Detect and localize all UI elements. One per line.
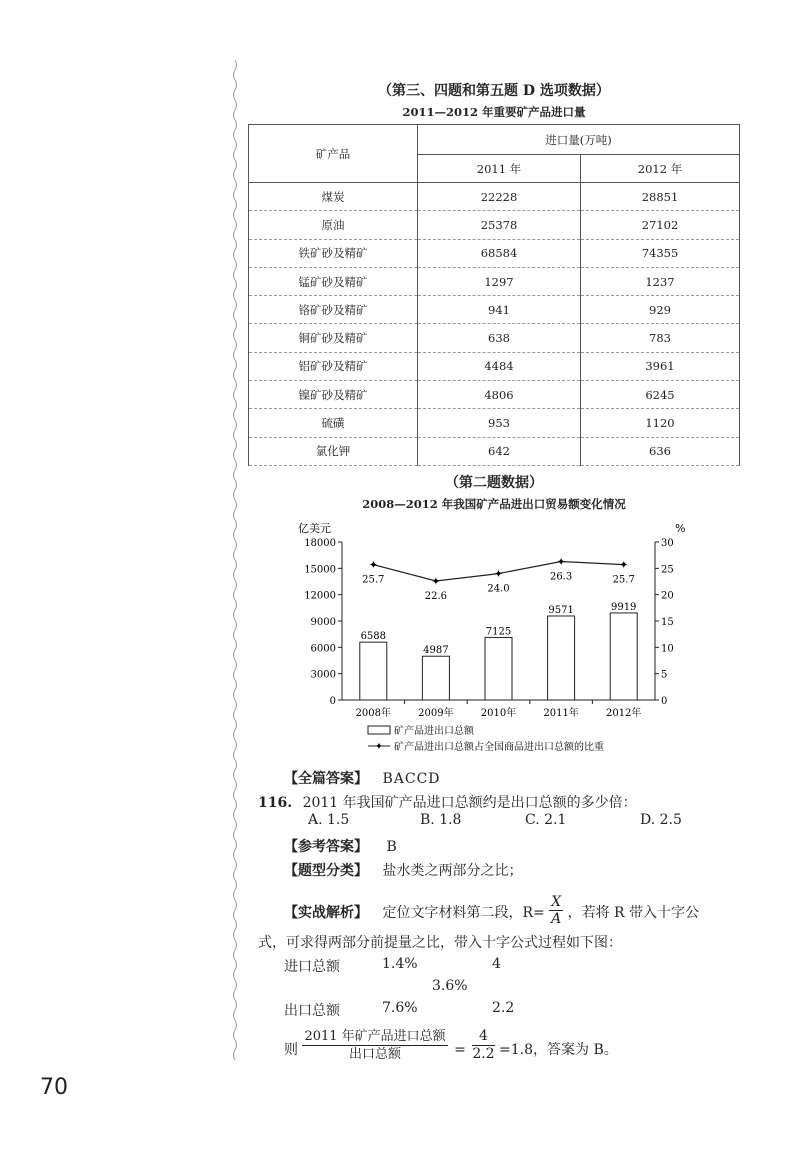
line-point: ✦ [431, 574, 441, 588]
cross-export-diff: 2.2 [492, 1000, 515, 1016]
final-number-denominator: 2.2 [472, 1046, 495, 1062]
bar-value-label: 6588 [360, 631, 387, 643]
bar-value-label: 4987 [423, 645, 449, 657]
bar [485, 637, 512, 700]
fraction-numerator: X [551, 894, 562, 910]
analysis-text-post: ，若将 R 带入十字公 [567, 904, 700, 921]
cross-export-rate: 7.6% [382, 1000, 418, 1016]
legend-bar-swatch [368, 726, 390, 734]
mineral-import-table [248, 124, 740, 466]
final-post: =1.8，答案为 B。 [499, 1041, 618, 1058]
option-c: C. 2.1 [525, 812, 567, 828]
table-row [249, 352, 740, 380]
question-type-label: 【题型分类】 [284, 863, 368, 879]
final-fraction-denominator: 出口总额 [349, 1047, 402, 1062]
x-tick-label: 2008年 [355, 708, 392, 719]
question-116 [258, 792, 637, 812]
y2-tick-label: 25 [661, 564, 674, 576]
cell-product: 铬矿砂及精矿 [249, 296, 418, 324]
y-tick-label: 18000 [304, 538, 336, 549]
cell-product: 煤炭 [249, 183, 418, 211]
cell-product: 原油 [249, 211, 418, 239]
x-tick-label: 2009年 [418, 708, 454, 719]
header-product: 矿产品 [249, 125, 418, 183]
y2-tick-label: 5 [661, 669, 668, 681]
line-point: ✦ [556, 555, 566, 569]
header-import-volume: 进口量(万吨) [418, 125, 740, 155]
trade-chart [280, 514, 710, 764]
cell-2011: 4806 [418, 381, 581, 409]
table-caption: （第三、四题和第五题 D 选项数据） [378, 83, 610, 99]
y-tick-label: 0 [329, 696, 336, 707]
reference-answer-value: B [386, 839, 397, 855]
question-text: 2011 年我国矿产品进口总额约是出口总额的多少倍： [302, 795, 637, 811]
cell-2011: 941 [418, 296, 581, 324]
option-d: D. 2.5 [640, 812, 682, 828]
cross-import-diff: 4 [492, 956, 501, 972]
cross-label-import: 进口总额 [284, 959, 340, 975]
final-computation [284, 1022, 618, 1062]
table-row [249, 409, 740, 437]
cell-2011: 953 [418, 409, 581, 437]
binding-edge-decoration [232, 60, 238, 1060]
y2-tick-label: 0 [661, 696, 668, 707]
cell-product: 铜矿砂及精矿 [249, 324, 418, 352]
cross-label-export: 出口总额 [284, 1003, 340, 1019]
question-type [284, 860, 522, 880]
analysis-text-pre: 定位文字材料第二段，R= [382, 904, 545, 921]
cell-2011: 638 [418, 324, 581, 352]
bar-value-label: 7125 [485, 626, 512, 638]
y-tick-label: 9000 [310, 617, 336, 628]
cell-2012: 783 [581, 324, 740, 352]
y2-tick-label: 15 [661, 617, 674, 628]
fraction-denominator: A [551, 911, 562, 927]
line-value-label: 25.7 [362, 574, 385, 586]
header-2012: 2012 年 [581, 155, 740, 183]
table-row [249, 239, 740, 267]
bar [360, 642, 387, 700]
line-point: ✦ [368, 558, 378, 572]
analysis-label: 【实战解析】 [284, 904, 368, 921]
cell-2011: 25378 [418, 211, 581, 239]
y-tick-label: 12000 [304, 590, 336, 602]
cross-import-rate: 1.4% [382, 956, 418, 972]
line-point: ✦ [493, 567, 504, 581]
legend-line-label: 矿产品进出口总额占全国商品进出口总额的比重 [394, 742, 604, 753]
final-fraction-numbers [472, 1028, 494, 1063]
final-fraction-numerator: 2011 年矿产品进口总额 [304, 1029, 446, 1044]
table-row [249, 437, 740, 465]
bar [548, 616, 575, 700]
table-row [249, 296, 740, 324]
legend-bar-label: 矿产品进出口总额 [394, 726, 474, 737]
chart-title: 2008—2012 年我国矿产品进出口贸易额变化情况 [362, 497, 626, 511]
bar [422, 656, 449, 700]
cell-2012: 1120 [581, 409, 740, 437]
question-number: 116. [258, 795, 293, 811]
cell-product: 镍矿砂及精矿 [249, 381, 418, 409]
x-tick-labels [356, 706, 642, 719]
final-number-numerator: 4 [472, 1028, 494, 1046]
line-value-label: 26.3 [549, 571, 573, 583]
cell-2012: 3961 [581, 352, 740, 380]
cell-2011: 642 [418, 437, 581, 465]
cell-product: 锰矿砂及精矿 [249, 267, 418, 295]
legend-line-marker: ✦ [374, 741, 384, 753]
cell-2012: 636 [581, 437, 740, 465]
cell-2012: 27102 [581, 211, 740, 239]
table-row [249, 211, 740, 239]
y-axis-label: 亿美元 [298, 522, 331, 535]
cell-2012: 6245 [581, 381, 740, 409]
table-row [249, 324, 740, 352]
cell-product: 硫磺 [249, 409, 418, 437]
final-fraction-words [302, 1028, 447, 1063]
cell-2012: 1237 [581, 267, 740, 295]
y2-tick-label: 30 [661, 538, 674, 549]
line-value-label: 22.6 [424, 590, 448, 602]
bar-value-label: 9571 [548, 604, 574, 616]
cell-2011: 22228 [418, 183, 581, 211]
cell-product: 氯化钾 [249, 437, 418, 465]
line-value-label: 24.0 [487, 583, 510, 595]
option-a: A. 1.5 [308, 812, 350, 828]
question-type-value: 盐水类之两部分之比； [382, 863, 523, 879]
x-tick-label: 2010年 [480, 708, 517, 719]
bar [610, 613, 637, 700]
x-tick-label: 2012年 [605, 708, 642, 719]
cell-2011: 68584 [418, 239, 581, 267]
table-title: 2011—2012 年重要矿产品进口量 [402, 105, 586, 119]
all-answers-value: BACCD [382, 771, 441, 787]
cell-2011: 1297 [418, 267, 581, 295]
x-tick-label: 2011年 [543, 708, 579, 719]
header-2011: 2011 年 [418, 155, 581, 183]
line-value-label: 25.7 [612, 574, 635, 586]
y2-tick-label: 10 [661, 643, 674, 655]
cross-mix-rate: 3.6% [432, 978, 468, 994]
y2-tick-label: 20 [661, 590, 674, 602]
final-pre: 则 [284, 1041, 298, 1058]
y-tick-label: 15000 [304, 564, 336, 576]
chart-caption: （第二题数据） [445, 475, 543, 491]
analysis-line-2: 式，可求得两部分前提量之比，带入十字公式过程如下图： [258, 935, 622, 951]
table-row [249, 267, 740, 295]
option-b: B. 1.8 [420, 812, 462, 828]
reference-answer-label: 【参考答案】 [284, 839, 368, 855]
cell-2012: 929 [581, 296, 740, 324]
reference-answer [284, 836, 397, 856]
all-answers [284, 768, 441, 788]
y-tick-label: 3000 [310, 669, 336, 681]
final-equals: = [454, 1041, 466, 1058]
y2-axis-label: % [675, 522, 686, 535]
line-point: ✦ [619, 558, 629, 572]
cell-2011: 4484 [418, 352, 581, 380]
fraction-x-over-a [549, 894, 563, 927]
cell-2012: 28851 [581, 183, 740, 211]
line-series [362, 555, 635, 601]
bars [360, 602, 637, 700]
bar-value-label: 9919 [610, 601, 637, 613]
table-row [249, 381, 740, 409]
table-row [249, 183, 740, 211]
cell-product: 铝矿砂及精矿 [249, 352, 418, 380]
analysis-line-1 [284, 888, 700, 927]
all-answers-label: 【全篇答案】 [284, 771, 368, 787]
page-number: 70 [40, 1075, 68, 1100]
y-tick-label: 6000 [310, 643, 336, 655]
cell-product: 铁矿砂及精矿 [249, 239, 418, 267]
cell-2012: 74355 [581, 239, 740, 267]
